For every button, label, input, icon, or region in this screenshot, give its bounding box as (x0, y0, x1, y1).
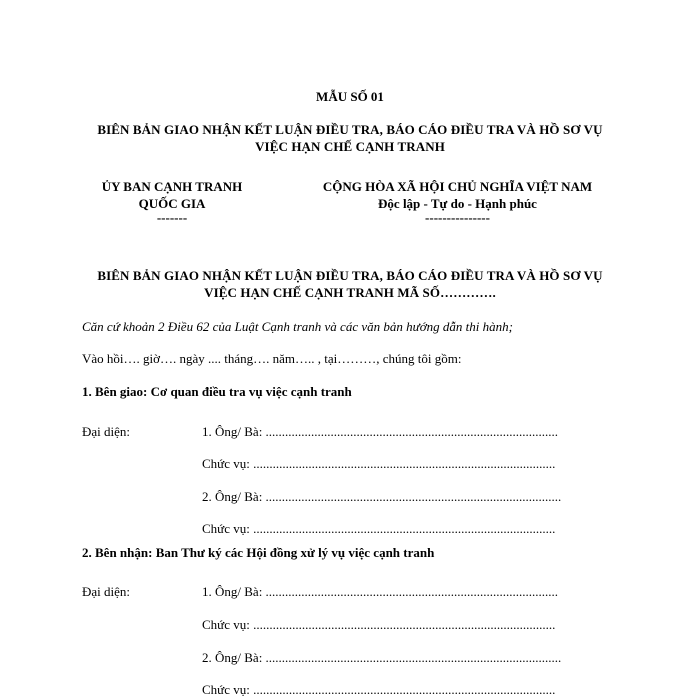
section-giver-heading: 1. Bên giao: Cơ quan điều tra vụ việc cạnh tranh (82, 384, 352, 399)
agency-rule: ------- (156, 210, 188, 225)
giver-position2-field[interactable]: Chức vụ: ............................................................................................. (202, 521, 556, 536)
section-receiver-heading: 2. Bên nhận: Ban Thư ký các Hội đồng xử lý vụ việc cạnh tranh (82, 545, 435, 560)
time-place: Vào hồi…. giờ…. ngày .... tháng…. năm….. , tại………, chúng tôi gồm: (82, 351, 462, 366)
form-title-line2: VIỆC HẠN CHẾ CẠNH TRANH (255, 139, 445, 154)
agency-name-line1: ỦY BAN CẠNH TRANH (101, 179, 243, 194)
national-motto: Độc lập - Tự do - Hạnh phúc (378, 196, 537, 211)
receiver-position1-field[interactable]: Chức vụ: ............................................................................................. (202, 617, 556, 632)
receiver-person2-field[interactable]: 2. Ông/ Bà: ........................................................................................... (202, 650, 562, 665)
receiver-person1-field[interactable]: 1. Ông/ Bà: .......................................................................................... (202, 584, 559, 599)
form-number: MẪU SỐ 01 (316, 89, 384, 104)
giver-rep-label: Đại diện: (82, 424, 131, 439)
receiver-rep-label: Đại diện: (82, 584, 131, 599)
giver-person2-field[interactable]: 2. Ông/ Bà: ........................................................................................... (202, 489, 562, 504)
receiver-position2-field[interactable]: Chức vụ: ............................................................................................. (202, 682, 556, 697)
national-title: CỘNG HÒA XÃ HỘI CHỦ NGHĨA VIỆT NAM (322, 179, 593, 194)
giver-person1-field[interactable]: 1. Ông/ Bà: .......................................................................................... (202, 424, 559, 439)
form-title-line1: BIÊN BẢN GIAO NHẬN KẾT LUẬN ĐIỀU TRA, BÁO CÁO ĐIỀU TRA VÀ HỒ SƠ VỤ (97, 122, 603, 137)
doc-title-line2: VIỆC HẠN CHẾ CẠNH TRANH MÃ SỐ…………. (204, 285, 496, 300)
national-rule: --------------- (425, 210, 490, 225)
agency-name-line2: QUỐC GIA (138, 196, 206, 211)
doc-title-line1: BIÊN BẢN GIAO NHẬN KẾT LUẬN ĐIỀU TRA, BÁO CÁO ĐIỀU TRA VÀ HỒ SƠ VỤ (97, 268, 603, 283)
giver-position1-field[interactable]: Chức vụ: ............................................................................................. (202, 456, 556, 471)
legal-basis: Căn cứ khoản 2 Điều 62 của Luật Cạnh tranh và các văn bản hướng dẫn thi hành; (82, 319, 513, 334)
